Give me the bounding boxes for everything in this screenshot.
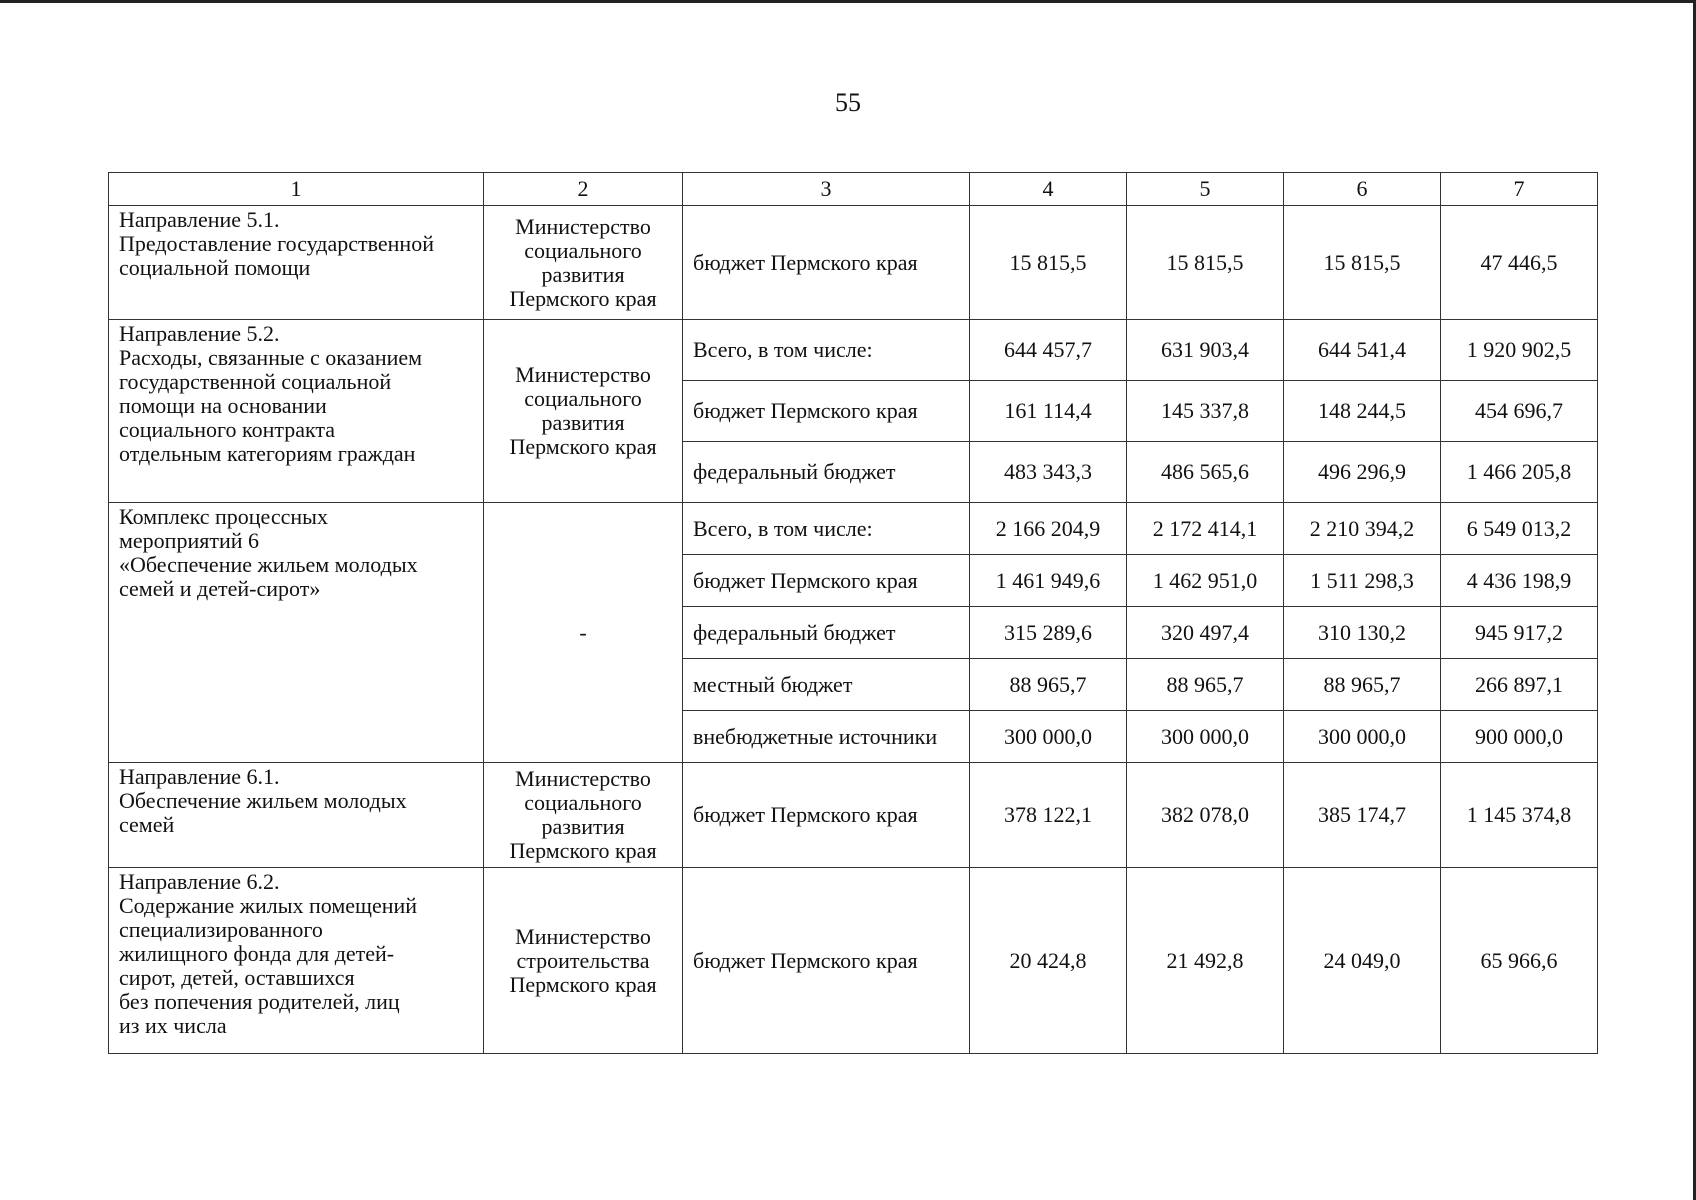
value-cell: 65 966,6	[1441, 868, 1598, 1054]
responsible-executor: Министерство социального развития Пермского края	[484, 320, 683, 503]
table-header-row	[109, 173, 1598, 206]
value-cell: 148 244,5	[1284, 381, 1441, 442]
funding-source: бюджет Пермского края	[683, 555, 970, 607]
funding-source: бюджет Пермского края	[683, 868, 970, 1054]
value-cell: 1 461 949,6	[970, 555, 1127, 607]
value-cell: 15 815,5	[1284, 206, 1441, 320]
activity-name: Направление 5.2. Расходы, связанные с оказанием государственной социальной помощи на основании социального контракта отдельным категориям граждан	[109, 320, 484, 503]
value-cell: 15 815,5	[970, 206, 1127, 320]
responsible-executor: -	[484, 503, 683, 763]
responsible-executor: Министерство строительства Пермского края	[484, 868, 683, 1054]
value-cell: 20 424,8	[970, 868, 1127, 1054]
value-cell: 945 917,2	[1441, 607, 1598, 659]
value-cell: 88 965,7	[970, 659, 1127, 711]
value-cell: 88 965,7	[1127, 659, 1284, 711]
funding-source: федеральный бюджет	[683, 607, 970, 659]
responsible-executor: Министерство социального развития Пермского края	[484, 763, 683, 868]
value-cell: 2 172 414,1	[1127, 503, 1284, 555]
value-cell: 378 122,1	[970, 763, 1127, 868]
funding-source: местный бюджет	[683, 659, 970, 711]
budget-table	[108, 172, 1598, 1054]
column-header: 6	[1284, 173, 1441, 206]
page-number: 55	[835, 88, 861, 117]
funding-source: бюджет Пермского края	[683, 206, 970, 320]
value-cell: 900 000,0	[1441, 711, 1598, 763]
value-cell: 24 049,0	[1284, 868, 1441, 1054]
funding-source: Всего, в том числе:	[683, 503, 970, 555]
value-cell: 496 296,9	[1284, 442, 1441, 503]
value-cell: 88 965,7	[1284, 659, 1441, 711]
value-cell: 266 897,1	[1441, 659, 1598, 711]
table-row	[109, 868, 1598, 1054]
value-cell: 385 174,7	[1284, 763, 1441, 868]
column-header: 1	[109, 173, 484, 206]
table-row	[109, 206, 1598, 320]
scan-border-top	[0, 0, 1696, 3]
value-cell: 454 696,7	[1441, 381, 1598, 442]
column-header: 4	[970, 173, 1127, 206]
value-cell: 1 511 298,3	[1284, 555, 1441, 607]
funding-source: бюджет Пермского края	[683, 381, 970, 442]
responsible-executor: Министерство социального развития Пермского края	[484, 206, 683, 320]
value-cell: 300 000,0	[1127, 711, 1284, 763]
funding-source: бюджет Пермского края	[683, 763, 970, 868]
table-row	[109, 763, 1598, 868]
value-cell: 320 497,4	[1127, 607, 1284, 659]
value-cell: 483 343,3	[970, 442, 1127, 503]
funding-source: внебюджетные источники	[683, 711, 970, 763]
value-cell: 310 130,2	[1284, 607, 1441, 659]
value-cell: 161 114,4	[970, 381, 1127, 442]
column-header: 3	[683, 173, 970, 206]
column-header: 7	[1441, 173, 1598, 206]
value-cell: 1 145 374,8	[1441, 763, 1598, 868]
value-cell: 1 466 205,8	[1441, 442, 1598, 503]
value-cell: 4 436 198,9	[1441, 555, 1598, 607]
table-row	[109, 503, 1598, 555]
activity-name: Направление 5.1. Предоставление государственной социальной помощи	[109, 206, 484, 320]
column-header: 2	[484, 173, 683, 206]
value-cell: 145 337,8	[1127, 381, 1284, 442]
value-cell: 47 446,5	[1441, 206, 1598, 320]
value-cell: 21 492,8	[1127, 868, 1284, 1054]
activity-name: Направление 6.2. Содержание жилых помещений специализированного жилищного фонда для детей- сирот, детей, оставшихся без попечения родителей, лиц из их числа	[109, 868, 484, 1054]
table-row	[109, 320, 1598, 381]
value-cell: 300 000,0	[970, 711, 1127, 763]
activity-name: Направление 6.1. Обеспечение жильем молодых семей	[109, 763, 484, 868]
funding-source: Всего, в том числе:	[683, 320, 970, 381]
value-cell: 382 078,0	[1127, 763, 1284, 868]
value-cell: 631 903,4	[1127, 320, 1284, 381]
value-cell: 486 565,6	[1127, 442, 1284, 503]
value-cell: 644 457,7	[970, 320, 1127, 381]
value-cell: 300 000,0	[1284, 711, 1441, 763]
value-cell: 2 166 204,9	[970, 503, 1127, 555]
value-cell: 15 815,5	[1127, 206, 1284, 320]
funding-source: федеральный бюджет	[683, 442, 970, 503]
value-cell: 6 549 013,2	[1441, 503, 1598, 555]
value-cell: 2 210 394,2	[1284, 503, 1441, 555]
value-cell: 1 920 902,5	[1441, 320, 1598, 381]
activity-name: Комплекс процессных мероприятий 6 «Обеспечение жильем молодых семей и детей-сирот»	[109, 503, 484, 763]
column-header: 5	[1127, 173, 1284, 206]
value-cell: 1 462 951,0	[1127, 555, 1284, 607]
value-cell: 315 289,6	[970, 607, 1127, 659]
value-cell: 644 541,4	[1284, 320, 1441, 381]
